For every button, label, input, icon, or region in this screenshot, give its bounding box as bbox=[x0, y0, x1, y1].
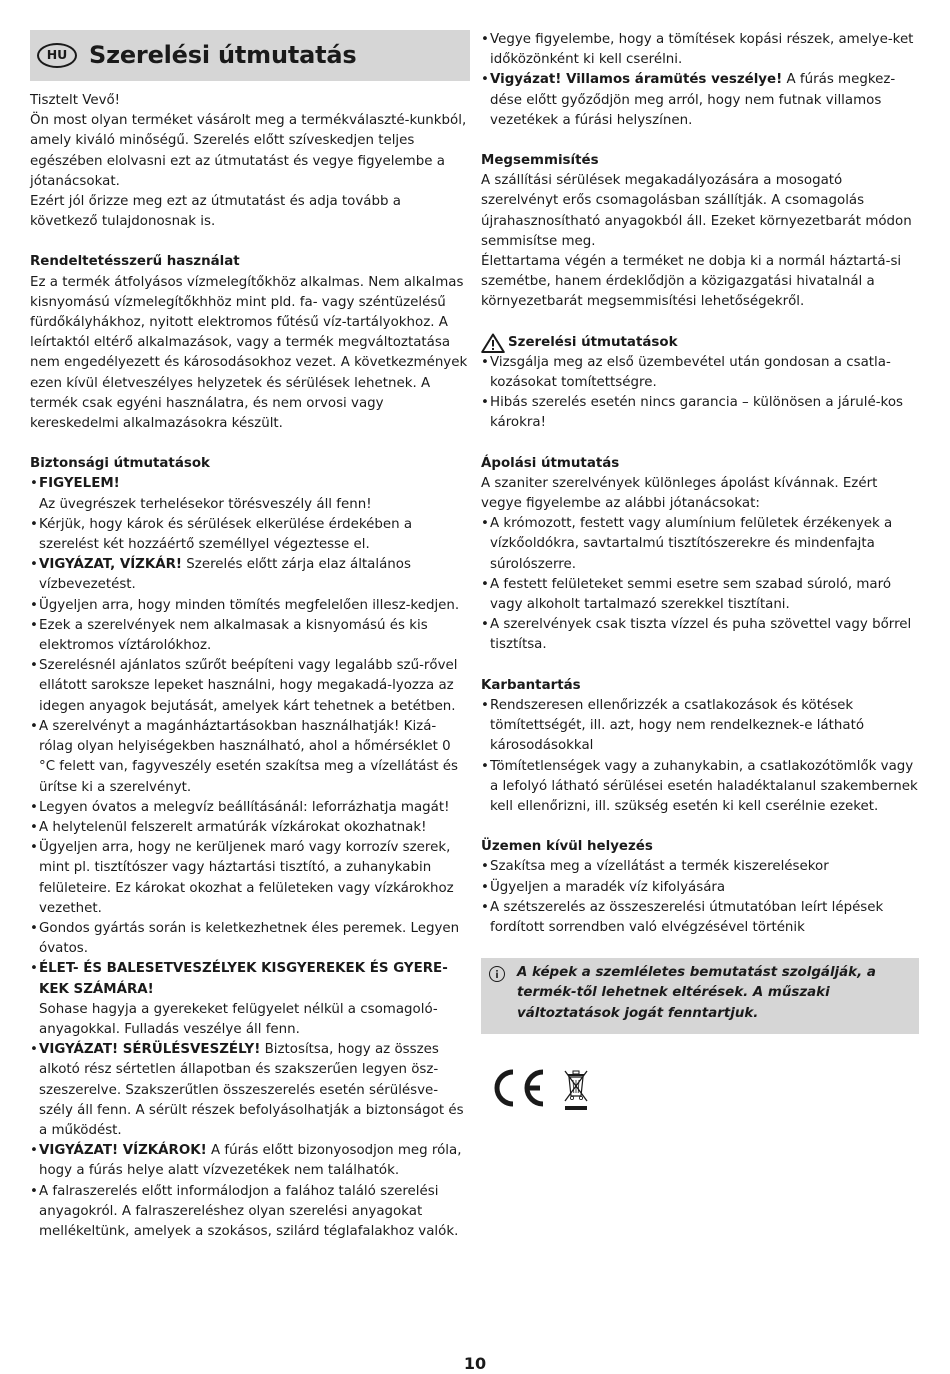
item-text: Sohase hagyja a gyerekeket felügyelet nélkül a csomagoló-anyagokkal. Fulladás veszélye áll fenn. bbox=[39, 1001, 438, 1037]
list-item: • Vizsgálja meg az első üzembevétel után gondosan a csatla-kozásokat tomítettségre. bbox=[481, 353, 919, 393]
list-item bbox=[30, 495, 470, 515]
item-text: Gondos gyártás során is keletkezhetnek éles peremek. Legyen óvatos. bbox=[39, 920, 460, 957]
list-item bbox=[30, 1141, 470, 1181]
weee-crossed-bin-icon bbox=[561, 1068, 591, 1112]
item-text: Szerelés előtt zárja elaz általános vízbevezetést. bbox=[39, 557, 411, 593]
list-item bbox=[30, 959, 470, 999]
care-text: A szaniter szerelvények különleges ápolást kívánnak. Ezért vegye figyelembe az alábbi jótanácsokat: bbox=[481, 475, 878, 512]
list-item bbox=[481, 30, 919, 70]
page-title: Szerelési útmutatás bbox=[89, 41, 357, 70]
item-text: Legyen óvatos a melegvíz beállításánál: leforrázhatja magát! bbox=[39, 799, 450, 815]
item-text: A szerelvényt a magánháztartásokban használhatják! Kizá-rólag olyan helyiségekben használható, ahol a hőmérséklet 0 °C felett van, fagyveszély esetén szakítsa meg a vízellátást és ürítse ki a szerelvényt. bbox=[39, 718, 459, 795]
item-text: Az üvegrészek terhelésekor törésveszély áll fenn! bbox=[39, 496, 372, 512]
language-badge: HU bbox=[37, 43, 77, 68]
disposal-paragraph: A szállítási sérülések megakadályozására a mosogató szerelvényt erős csomagolásban szállítják. A csomagolás újrahasznosítható anyagokból áll. Ezeket környezetbarát módon semmisítse meg. bbox=[481, 173, 912, 249]
decommission-list bbox=[481, 857, 919, 938]
install-notes-heading-row bbox=[481, 333, 919, 353]
list-item bbox=[30, 798, 470, 818]
item-text: Kérjük, hogy károk és sérülések elkerülése érdekében a szerelést két hozzáértő személlyel végeztesse el. bbox=[39, 516, 413, 553]
item-text: Vegye figyelembe, hogy a tömítések kopási részek, amelye-ket időközönként ki kell cserélni. bbox=[490, 32, 914, 68]
emphasis-text: ÉLET- ÉS BALESETVESZÉLYEK KISGYEREKEK ÉS GYERE-KEK SZÁMÁRA! bbox=[39, 961, 448, 997]
list-item bbox=[30, 919, 470, 959]
list-item: • A szerelvények csak tiszta vízzel és puha szövettel vagy bőrrel tisztítsa. bbox=[481, 615, 919, 655]
list-item: • Tömítetlenségek vagy a zuhanykabin, a csatlakozótömlők vagy a lefolyó látható sérülései esetén haladéktalanul szakembernek kell ellenőrizni, ill. szükség esetén ki kell cserélnie ezeket. bbox=[481, 757, 919, 818]
list-item bbox=[30, 474, 470, 494]
ce-mark-icon bbox=[489, 1068, 547, 1108]
item-text: A falraszerelés előtt informálodjon a falához találó szerelési anyagokról. A falraszereléshez olyan szerelési anyagokat mellékeltünk, amelyek a szokásos, szilárd téglafalakhoz valók. bbox=[39, 1183, 459, 1239]
list-item bbox=[30, 616, 470, 656]
item-text: Szerelésnél ajánlatos szűrőt beépíteni vagy legalább szű-rővel ellátott saroksze lepeket használni, hogy megakadá-lyozza az idegen anyagok bejutását, amelyek kárt tehetnek a betétben. bbox=[39, 658, 458, 714]
safety-heading: Biztonsági útmutatások bbox=[30, 456, 210, 472]
emphasis-text: VIGYÁZAT! SÉRÜLÉSVESZÉLY! bbox=[39, 1042, 261, 1058]
maintenance-list bbox=[481, 696, 919, 817]
note-box bbox=[481, 958, 919, 1034]
info-icon bbox=[489, 966, 505, 982]
certification-marks bbox=[489, 1068, 919, 1112]
page-number: 10 bbox=[463, 1354, 487, 1373]
intro-paragraph-2: Ezért jól őrizze meg ezt az útmutatást és adja tovább a következő tulajdonosnak is. bbox=[30, 194, 401, 230]
item-text: A helytelenül felszerelt armatúrák vízkárokat okozhatnak! bbox=[39, 819, 427, 835]
maintenance-heading: Karbantartás bbox=[481, 677, 581, 693]
disposal-heading: Megsemmisítés bbox=[481, 153, 599, 169]
emphasis-text: FIGYELEM! bbox=[39, 476, 120, 492]
intro-paragraph: Ön most olyan terméket vásárolt meg a termékválaszté-kunkból, amely kiváló minőségű. Szerelés előtt szíveskedjen teljes egészében elolvasni ezt az útmutatást és vegye figyelembe a jótanácsokat. bbox=[30, 113, 467, 189]
list-item bbox=[30, 838, 470, 919]
decommission-heading: Üzemen kívül helyezés bbox=[481, 839, 653, 855]
list-item: • Szakítsa meg a vízellátást a termék kiszerelésekor bbox=[481, 857, 919, 877]
list-item: • A festett felületeket semmi esetre sem szabad súroló, maró vagy alkoholt tartalmazó szerekkel tisztítani. bbox=[481, 575, 919, 615]
list-item bbox=[30, 555, 470, 595]
safety-list bbox=[30, 474, 470, 1242]
warning-icon bbox=[481, 333, 505, 353]
list-item bbox=[30, 596, 470, 616]
item-text: Ügyeljen arra, hogy ne kerüljenek maró vagy korrozív szerek, mint pl. tisztítószer vagy háztartási tisztító, a zuhanykabin felületeire. Ez károkat okozhat a felületeken vagy vízkárokhoz vezethet. bbox=[39, 840, 454, 916]
list-item bbox=[30, 515, 470, 555]
emphasis-text: Vigyázat! Villamos áramütés veszélye! bbox=[490, 72, 783, 88]
item-text: A fúrás megkez-dése előtt győződjön meg arról, hogy nem futnak villamos vezetékek a fúrási helyszínen. bbox=[490, 72, 896, 128]
item-text: Ügyeljen arra, hogy minden tömítés megfelelően illesz-kedjen. bbox=[39, 597, 460, 613]
list-item: • Ügyeljen a maradék víz kifolyására bbox=[481, 878, 919, 898]
intended-use-text: Ez a termék átfolyásos vízmelegítőkhöz alkalmas. Nem alkalmas kisnyomású vízmelegítőkhhöz mint pld. fa- vagy széntüzelésű fürdőkályhákhoz, nyitott elektromos fűtésű víz-tartályokhoz. A leírtaktól eltérő alkalmazások, vagy a termék megváltoztatása nem engedélyezett és károsodásokhoz vezet. A következmények ezen kívül életveszélyes helyzetek és sérülések lehetnek. A termék csak egyéni használatra, és nem orvosi vagy kereskedelmi alkalmazásokra készült. bbox=[30, 274, 468, 432]
list-item bbox=[30, 1182, 470, 1243]
list-item bbox=[30, 717, 470, 798]
list-item: • A krómozott, festett vagy alumínium felületek érzékenyek a vízkőoldókra, savtartalmú tisztítószerekre és mindenfajta súrolószerre. bbox=[481, 514, 919, 575]
emphasis-text: VIGYÁZAT! VÍZKÁROK! bbox=[39, 1143, 207, 1159]
list-item: • Rendszeresen ellenőrizzék a csatlakozások és kötések tömítettségét, ill. azt, hogy nem rendelkeznek-e látható károsodásokkal bbox=[481, 696, 919, 757]
item-text: A fúrás előtt bizonyosodjon meg róla, hogy a fúrás helye alatt vízvezetékek nem találhatók. bbox=[39, 1143, 462, 1179]
emphasis-text: VIGYÁZAT, VÍZKÁR! bbox=[39, 557, 183, 573]
list-item bbox=[30, 818, 470, 838]
disposal-paragraph-2: Élettartama végén a terméket ne dobja ki a normál háztartá-si szemétbe, hanem érdeklődjön a közigazgatási hivatalnál a környezetbarát megsemmisítési lehetőségekről. bbox=[481, 254, 902, 310]
note-text: A képek a szemléletes bemutatást szolgálják, a termék-től lehetnek eltérések. A műszaki változtatások jogát fenntartjuk. bbox=[517, 965, 876, 1021]
list-item bbox=[30, 656, 470, 717]
left-column bbox=[30, 30, 470, 1242]
item-text: Biztosítsa, hogy az összes alkotó rész sértetlen állapotban és szakszerűen legyen ösz-szeszerelve. Szakszerűtlen összeszerelés esetén sérülésve-szély áll fenn. A sérült részek befolyásolhatják a biztonságot és a működést. bbox=[39, 1042, 464, 1138]
list-item bbox=[30, 1000, 470, 1040]
care-list bbox=[481, 514, 919, 655]
right-column bbox=[481, 30, 919, 1112]
care-heading: Ápolási útmutatás bbox=[481, 455, 620, 471]
list-item bbox=[30, 1040, 470, 1141]
item-text: Ezek a szerelvények nem alkalmasak a kisnyomású és kis elektromos víztárolókhoz. bbox=[39, 617, 428, 654]
list-item: • Hibás szerelés esetén nincs garancia – különösen a járulé-kos károkra! bbox=[481, 393, 919, 433]
intended-use-heading: Rendeltetésszerű használat bbox=[30, 254, 240, 270]
safety-list-continued bbox=[481, 30, 919, 131]
title-bar bbox=[30, 30, 470, 81]
list-item: • A szétszerelés az összeszerelési útmutatóban leírt lépések fordított sorrendben való elvégzésével történik bbox=[481, 898, 919, 938]
install-notes-heading: Szerelési útmutatások bbox=[508, 334, 678, 350]
install-notes-list bbox=[481, 353, 919, 434]
list-item bbox=[481, 70, 919, 131]
greeting: Tisztelt Vevő! bbox=[30, 93, 121, 108]
